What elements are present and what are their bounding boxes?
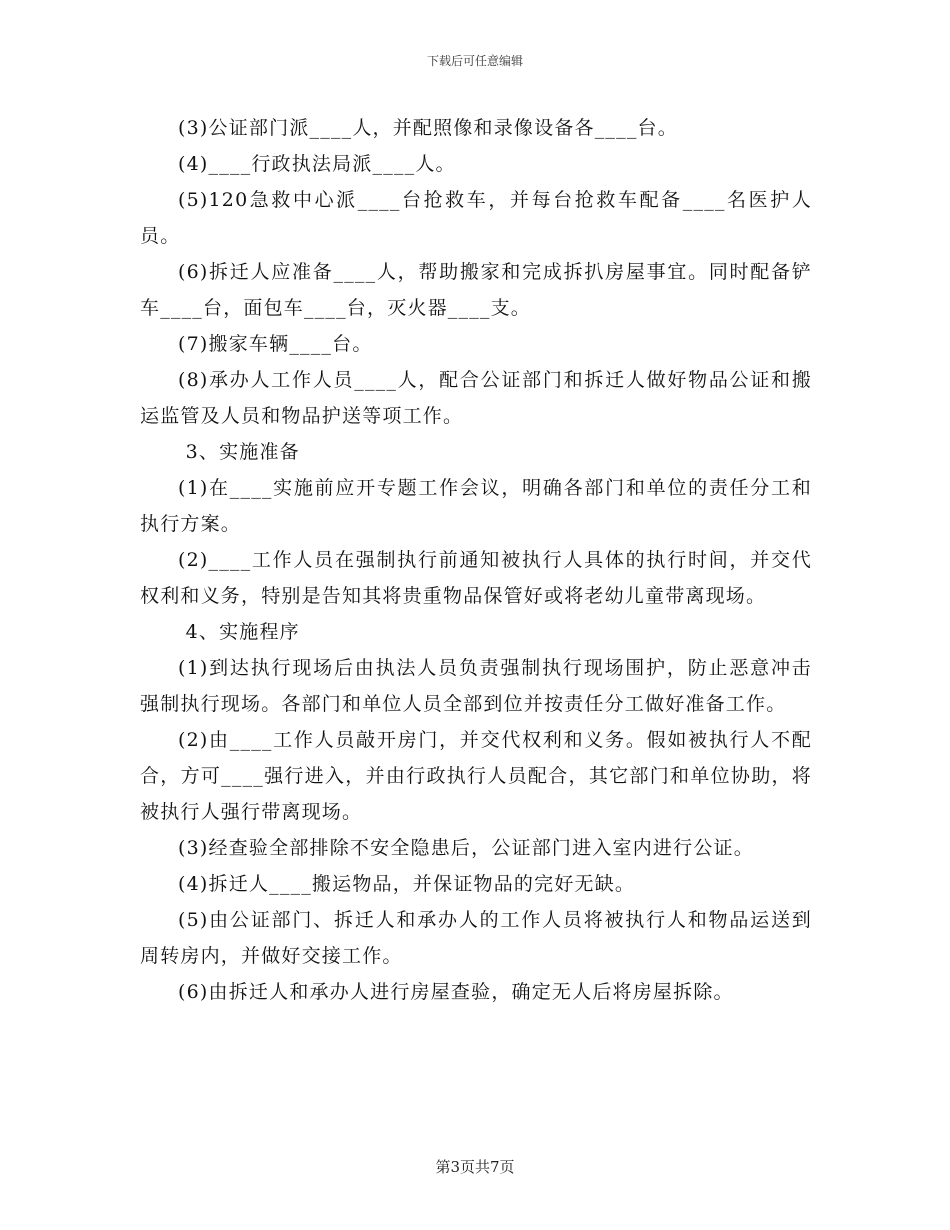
paragraph-7-moving-vehicles: (7)搬家车辆____台。 (178, 333, 373, 355)
paragraph-proc-5-transfer: (5)由公证部门、拆迁人和承办人的工作人员将被执行人和物品运送到周转房内，并做好交接工作。 (140, 909, 812, 967)
paragraph-4-law-enforcement: (4)____行政执法局派____人。 (178, 153, 456, 175)
paragraph-proc-3-inspection: (3)经查验全部排除不安全隐患后，公证部门进入室内进行公证。 (178, 837, 754, 859)
paragraph-prep-2-notice: (2)____工作人员在强制执行前通知被执行人具体的执行时间，并交代权利和义务，特别是告知其将贵重物品保管好或将老幼儿童带离现场。 (140, 549, 812, 607)
page-number: 第3页共7页 (435, 1158, 515, 1176)
section-heading-preparation: 3、实施准备 (185, 441, 300, 463)
page-header: 下载后可任意编辑 (426, 54, 523, 68)
paragraph-3-notary: (3)公证部门派____人，并配照像和录像设备各____台。 (178, 117, 678, 139)
paragraph-6-demolisher: (6)拆迁人应准备____人，帮助搬家和完成拆扒房屋事宜。同时配备铲车____台，面包车____台，灭火器____支。 (140, 261, 812, 319)
section-heading-procedure: 4、实施程序 (185, 621, 300, 643)
paragraph-prep-1-meeting: (1)在____实施前应开专题工作会议，明确各部门和单位的责任分工和执行方案。 (140, 477, 812, 535)
paragraph-proc-2-entry: (2)由____工作人员敲开房门，并交代权利和义务。假如被执行人不配合，方可____强行进入，并由行政执行人员配合，其它部门和单位协助，将被执行人强行带离现场。 (140, 729, 812, 823)
document-body (140, 110, 812, 1010)
paragraph-5-emergency-center: (5)120急救中心派____台抢救车，并每台抢救车配备____名医护人员。 (140, 189, 812, 247)
paragraph-proc-6-demolition: (6)由拆迁人和承办人进行房屋查验，确定无人后将房屋拆除。 (178, 981, 734, 1003)
paragraph-proc-4-moving: (4)拆迁人____搬运物品，并保证物品的完好无缺。 (178, 873, 636, 895)
paragraph-proc-1-arrival: (1)到达执行现场后由执法人员负责强制执行现场围护，防止恶意冲击强制执行现场。各部门和单位人员全部到位并按责任分工做好准备工作。 (140, 657, 812, 715)
paragraph-8-undertaker-staff: (8)承办人工作人员____人，配合公证部门和拆迁人做好物品公证和搬运监管及人员和物品护送等项工作。 (140, 369, 812, 427)
